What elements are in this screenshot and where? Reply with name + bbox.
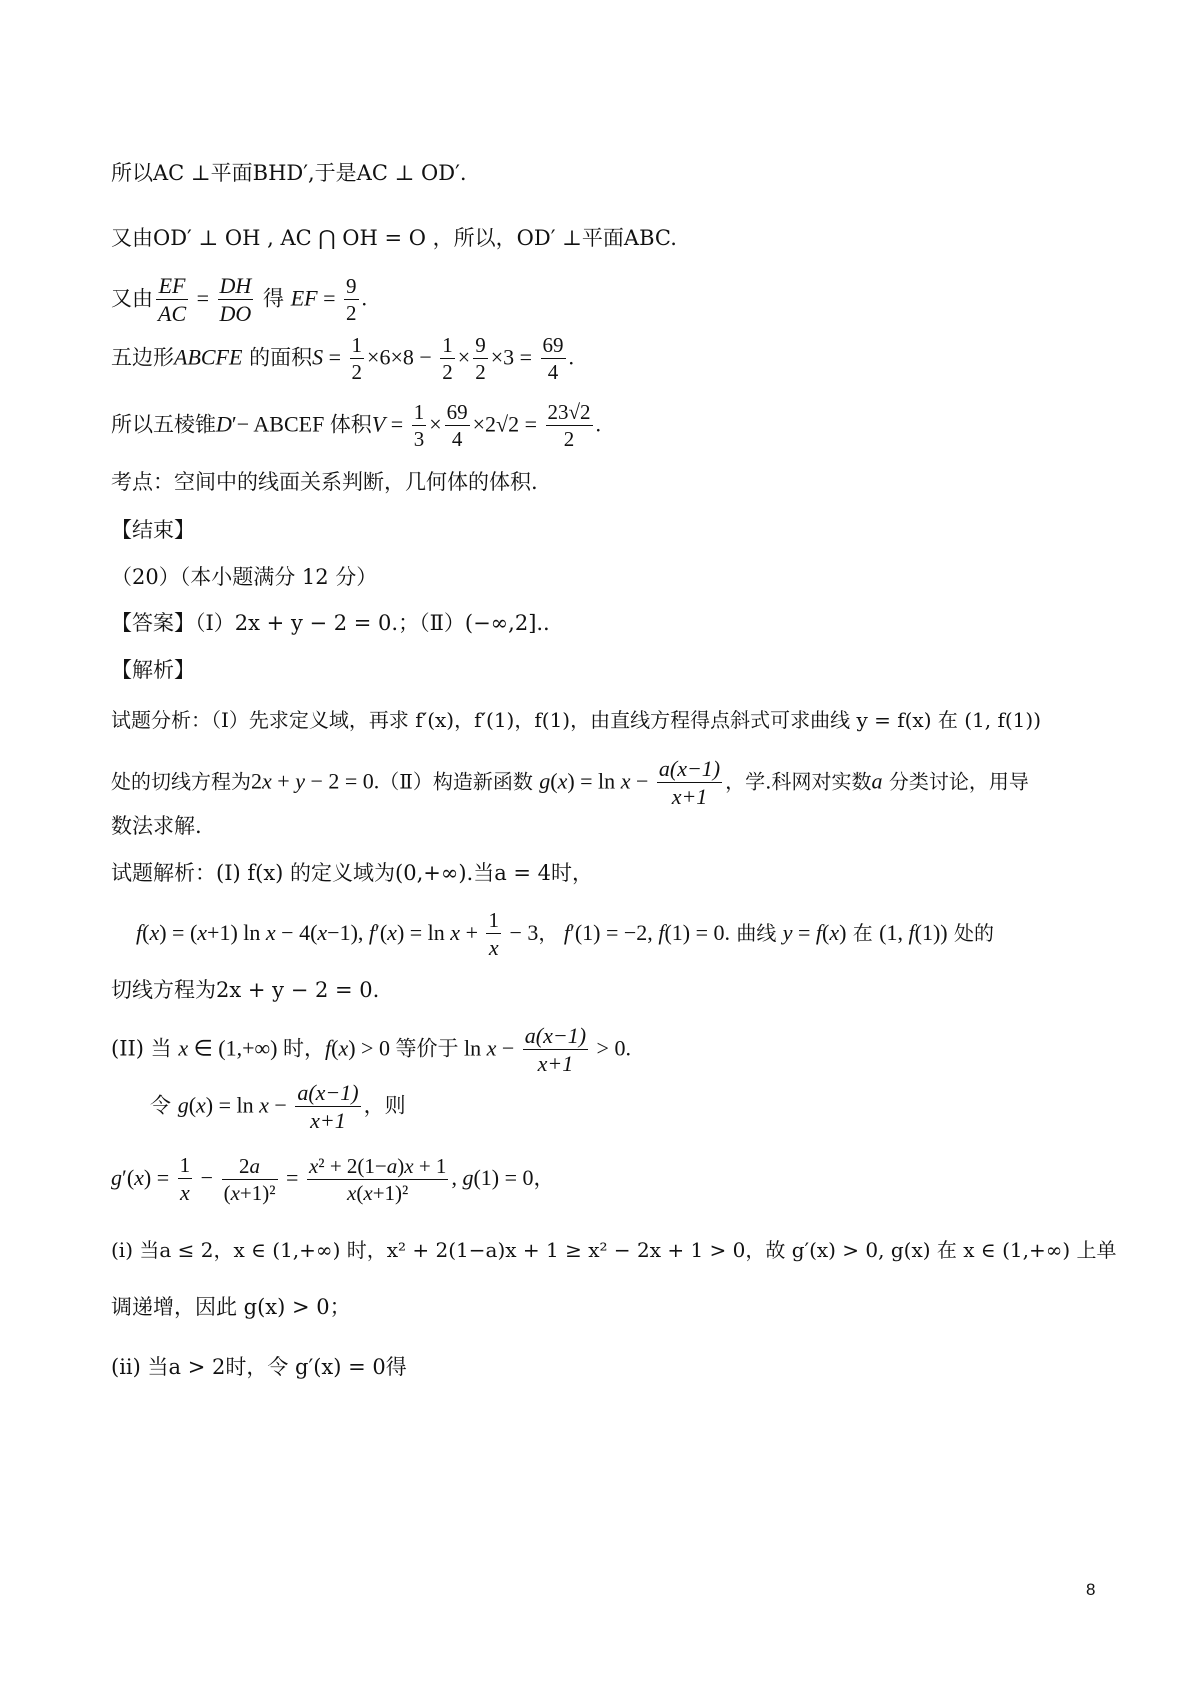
math-line: 又由 $\frac{EF}{AC}$ = $\frac{DH}{DO}$ 得 EF = $\frac{9}{2}$ . (111, 273, 367, 326)
text-line: 试题解析：(I) f(x) 的定义域为(0,+∞).当a = 4时， (111, 861, 594, 885)
math-line: g′(x) = $\frac{1}{x}$ − $\frac{2a}{\text{(x+1)²}}$ = $\frac{\text{x² + 2(1−a)x + 1}}{\text{x(x+1)²}}$ , g(1) = 0， (111, 1153, 555, 1205)
text-line: (i) 当a ≤ 2，x ∈ (1,+∞) 时，x² + 2(1−a)x + 1 ≥ x² − 2x + 1 > 0，故 g′(x) > 0, g(x) 在 x ∈ (1,+∞) 上单 (111, 1238, 1117, 1262)
page-number: 8 (1086, 1580, 1096, 1599)
math-line: f(x) = (x+1) ln x − 4(x−1), f′(x) = ln x + $\frac{1}{x}$ − 3， f′(1) = −2, f(1) = 0. 曲线 y = f(x) 在 (1, f(1)) 处的 (136, 908, 994, 960)
text-line: 【解析】 (111, 658, 195, 682)
text-line: 【答案】（Ⅰ）2x + y − 2 = 0.；（Ⅱ）(−∞,2].. (111, 611, 550, 635)
text-line: （20）（本小题满分 12 分） (111, 565, 378, 589)
text-line: (ii) 当a > 2时，令 g′(x) = 0得 (111, 1355, 407, 1379)
math-line: 五边形ABCFE 的面积S = $\frac{1}{2}$ ×6×8 − $\frac{1}{2}$ × $\frac{9}{2}$ ×3 = $\frac{69}{4}$ . (111, 333, 575, 384)
text-line: 调递增，因此 g(x) > 0； (111, 1295, 351, 1319)
text-line: 又由OD′ ⊥ OH , AC ⋂ OH = O ，所以，OD′ ⊥平面ABC. (111, 226, 677, 250)
math-line: 令 g(x) = ln x − $\frac{a(x-1)}{x+1}$ ，则 (150, 1080, 406, 1133)
text-line: 考点：空间中的线面关系判断，几何体的体积. (111, 470, 538, 494)
text-line: 试题分析：（Ⅰ）先求定义域，再求 f′(x)，f′(1)，f(1)，由直线方程得点斜式可求曲线 y = f(x) 在 (1, f(1)) (111, 708, 1041, 732)
text-line: 切线方程为2x + y − 2 = 0. (111, 978, 380, 1002)
math-line: (II) 当 x ∈ (1,+∞) 时，f(x) > 0 等价于 ln x − $\frac{a(x-1)}{x+1}$ > 0. (111, 1023, 631, 1076)
text-line: 所以AC ⊥平面BHD′,于是AC ⊥ OD′. (111, 161, 467, 185)
text-line: 【结束】 (111, 518, 195, 542)
math-line: 处的切线方程为2x + y − 2 = 0.（Ⅱ）构造新函数 g(x) = ln x − $\frac{a(x-1)}{x+1}$ ，学.科网对实数a 分类讨论，用导 (111, 756, 1029, 809)
math-line: 所以五棱锥D′− ABCEF 体积V = $\frac{1}{3}$ × $\frac{69}{4}$ ×2√2 = $\frac{23√2}{2}$ . (111, 400, 602, 451)
text-line: 数法求解. (111, 814, 202, 838)
